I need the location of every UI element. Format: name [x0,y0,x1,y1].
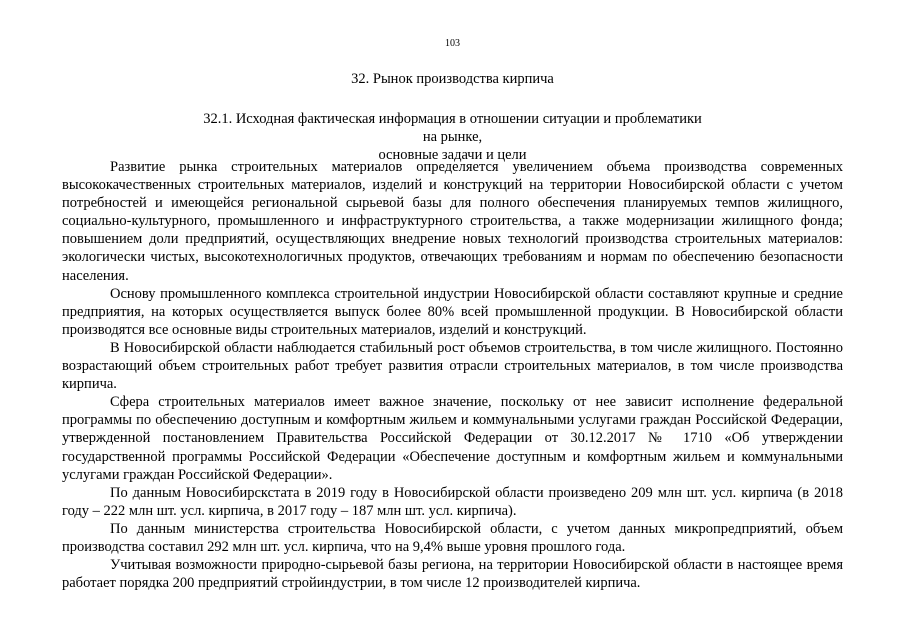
paragraph-2: Основу промышленного комплекса строительной индустрии Новосибирской области составляют крупные и средние предприятия, на которых осуществляется выпуск более 80% всей промышленной продукции. В Новосибирской области производятся все основные виды строительных материалов, изделий и конструкций. [62,285,843,338]
paragraph-4: Сфера строительных материалов имеет важное значение, поскольку от нее зависит исполнение федеральной программы по обеспечению доступным и комфортным жильем и коммунальными услугами граждан Российской Федерации, утвержденной постановлением Правительства Российской Федерации от 30.12.2017 № 1710 «Об утверждении государственной программы Российской Федерации «Обеспечение доступным и комфортным жильем и коммунальными услугами граждан Российской Федерации». [62,394,843,483]
page-number: 103 [445,38,460,49]
paragraph-7: Учитывая возможности природно-сырьевой базы региона, на территории Новосибирской области в настоящее время работает порядка 200 предприятий стройиндустрии, в том числе 12 производителей кирпича. [62,557,843,592]
subsection-title-line-2: основные задачи и цели [378,147,527,163]
paragraph-3: В Новосибирской области наблюдается стабильный рост объемов строительства, в том числе жилищного. Постоянно возрастающий объем строительных работ требует развития отрасли строительных материалов, в том числе производства кирпича. [62,339,843,393]
paragraph-1: Развитие рынка строительных материалов определяется увеличением объема производства современных высококачественных строительных материалов, изделий и конструкций на территории Новосибирской области с учетом потребностей и имеющейся региональной сырьевой базы для полного обеспечения планируемых темпов жилищного, социально-культурного, промышленного и инфраструктурного строительства, а также модернизации жилищного фонда; повышением доли предприятий, осуществляющих внедрение новых технологий производства строительных материалов: экологически чистых, высокотехнологичных продуктов, отвечающих требованиям и нормам по обеспечению безопасности населения. [62,159,843,284]
paragraph-6: По данным министерства строительства Новосибирской области, с учетом данных микропредприятий, объем производства составил 292 млн шт. усл. кирпича, что на 9,4% выше уровня прошлого года. [62,520,843,555]
body-text [62,158,843,592]
subsection-title-line-1: 32.1. Исходная фактическая информация в отношении ситуации и проблематики на рынке, [203,111,702,145]
paragraph-5: По данным Новосибирскстата в 2019 году в Новосибирской области произведено 209 млн шт. усл. кирпича (в 2018 году – 222 млн шт. усл. кирпича, в 2017 году – 187 млн шт. усл. кирпича). [62,484,843,519]
subsection-title [200,110,705,164]
section-title: 32. Рынок производства кирпича [351,71,554,87]
